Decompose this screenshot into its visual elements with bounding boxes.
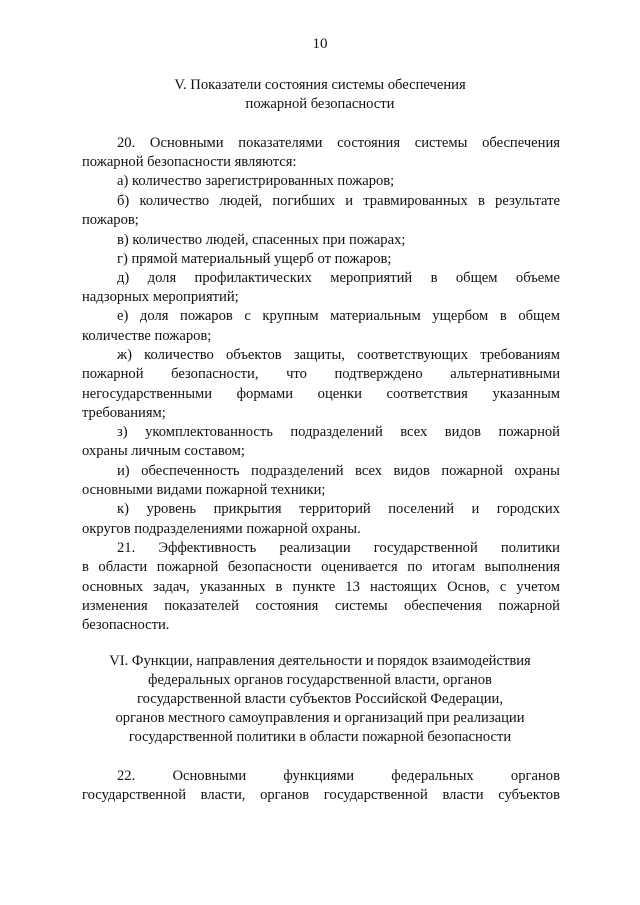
body-line: основных задач, указанных в пункте 13 настоящих Основ, с учетом xyxy=(82,579,560,595)
body-line: количестве пожаров; xyxy=(82,328,212,344)
body-line: и) обеспеченность подразделений всех видов пожарной охраны xyxy=(117,463,560,479)
body-line: пожарной безопасности, что подтверждено альтернативными xyxy=(82,366,560,382)
body-line: в области пожарной безопасности оценивается по итогам выполнения xyxy=(82,559,560,575)
body-line: пожаров; xyxy=(82,212,139,228)
page-number: 10 xyxy=(312,36,328,52)
body-line: 22. Основными функциями федеральных органов xyxy=(117,768,560,784)
body-line: в) количество людей, спасенных при пожарах; xyxy=(117,232,406,248)
heading-line: федеральных органов государственной власти, органов xyxy=(148,672,492,688)
heading-line: VI. Функции, направления деятельности и порядок взаимодействия xyxy=(109,653,531,669)
body-line: требованиям; xyxy=(82,405,166,421)
body-line: пожарной безопасности являются: xyxy=(82,154,297,170)
body-line: надзорных мероприятий; xyxy=(82,289,239,305)
body-line: основными видами пожарной техники; xyxy=(82,482,326,498)
section-5-heading xyxy=(60,76,580,114)
body-line: безопасности. xyxy=(82,617,170,633)
body-line: округов подразделениями пожарной охраны. xyxy=(82,521,361,537)
body-line: 20. Основными показателями состояния системы обеспечения xyxy=(117,135,560,151)
body-line: к) уровень прикрытия территорий поселений и городских xyxy=(117,501,560,517)
body-line: государственной власти, органов государственной власти субъектов xyxy=(82,787,560,803)
body-line: з) укомплектованность подразделений всех видов пожарной xyxy=(117,424,560,440)
body-line: а) количество зарегистрированных пожаров; xyxy=(117,173,395,189)
section-6-heading xyxy=(60,652,580,747)
heading-line: V. Показатели состояния системы обеспечения xyxy=(174,77,466,93)
body-line: изменения показателей состояния системы обеспечения пожарной xyxy=(82,598,560,614)
body-line: ж) количество объектов защиты, соответствующих требованиям xyxy=(117,347,560,363)
body-line: б) количество людей, погибших и травмированных в результате xyxy=(117,193,560,209)
heading-line: пожарной безопасности xyxy=(245,96,395,112)
body-line: негосударственными формами оценки соответствия указанным xyxy=(82,386,560,402)
body-line: г) прямой материальный ущерб от пожаров; xyxy=(117,251,392,267)
body-line: 21. Эффективность реализации государственной политики xyxy=(117,540,560,556)
heading-line: органов местного самоуправления и организаций при реализации xyxy=(115,710,525,726)
heading-line: государственной политики в области пожарной безопасности xyxy=(128,729,512,745)
body-line: д) доля профилактических мероприятий в общем объеме xyxy=(117,270,560,286)
body-line: е) доля пожаров с крупным материальным ущербом в общем xyxy=(117,308,560,324)
body-line: охраны личным составом; xyxy=(82,443,245,459)
heading-line: государственной власти субъектов Российской Федерации, xyxy=(137,691,503,707)
